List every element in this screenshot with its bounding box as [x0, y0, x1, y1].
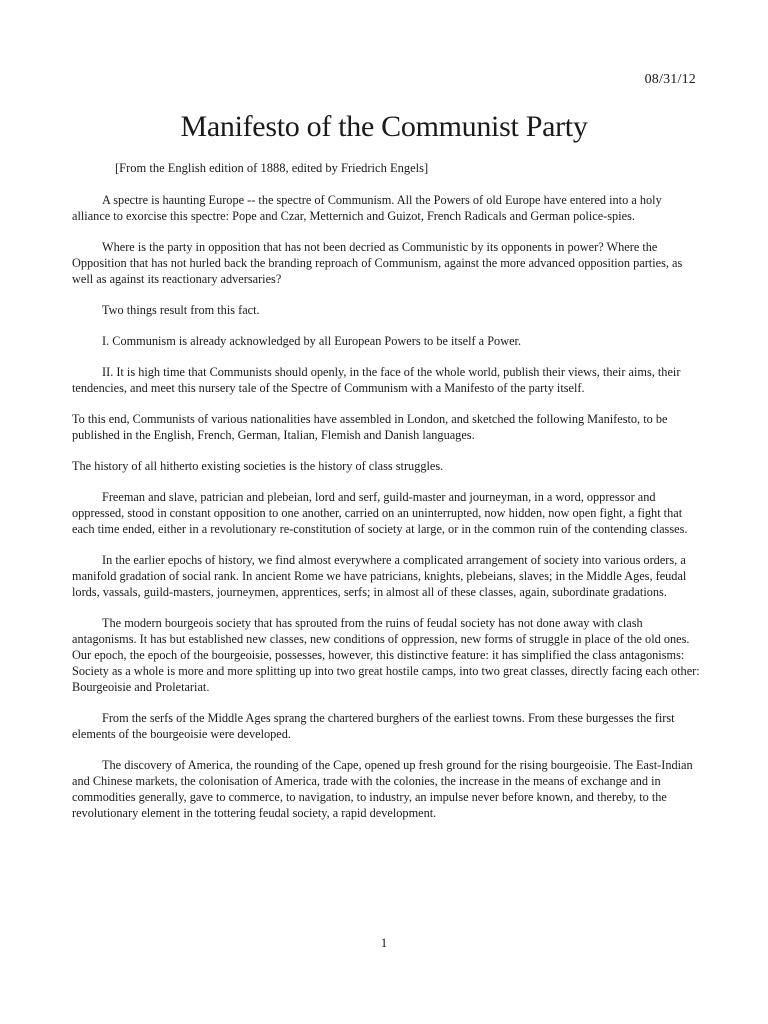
paragraph: A spectre is haunting Europe -- the spectre of Communism. All the Powers of old Europe have entered into a holy alliance to exorcise this spectre: Pope and Czar, Metternich and Guizot, French Radicals and German police-spies.	[72, 193, 662, 223]
paragraph: The modern bourgeois society that has sprouted from the ruins of feudal society has not done away with clash antagonisms. It has but established new classes, new conditions of oppression, new forms of struggle in place of the old ones. Our epoch, the epoch of the bourgeoisie, possesses, however, this distinctive feature: it has simplified the class antagonisms: Society as a whole is more and more splitting up into two great hostile camps, into two great classes, directly facing each other: Bourgeoisie and Proletariat.	[72, 616, 700, 694]
document-date: 08/31/12	[644, 72, 696, 87]
paragraph: The discovery of America, the rounding of the Cape, opened up fresh ground for the rising bourgeoisie. The East-Indian and Chinese markets, the colonisation of America, trade with the colonies, the increase in the means of exchange and in commodities generally, gave to commerce, to navigation, to industry, an impulse never before known, and thereby, to the revolutionary element in the tottering feudal society, a rapid development.	[72, 758, 693, 820]
paragraph: From the serfs of the Middle Ages sprang the chartered burghers of the earliest towns. From these burgesses the first elements of the bourgeoisie were developed.	[72, 711, 675, 741]
paragraph: Freeman and slave, patrician and plebeian, lord and serf, guild-master and journeyman, in a word, oppressor and oppressed, stood in constant opposition to one another, carried on an uninterrupted, now hidden, now open fight, a fight that each time ended, either in a revolutionary re-constitution of society at large, or in the common ruin of the contending classes.	[72, 490, 688, 536]
paragraph: Two things result from this fact.	[102, 303, 260, 317]
paragraph: The history of all hitherto existing societies is the history of class struggles.	[72, 459, 444, 473]
document-subtitle: [From the English edition of 1888, edited by Friedrich Engels]	[115, 161, 429, 175]
document-body	[72, 192, 702, 836]
paragraph: II. It is high time that Communists should openly, in the face of the whole world, publish their views, their aims, their tendencies, and meet this nursery tale of the Spectre of Communism with a Manifesto of the party itself.	[72, 365, 681, 395]
paragraph: In the earlier epochs of history, we find almost everywhere a complicated arrangement of society into various orders, a manifold gradation of social rank. In ancient Rome we have patricians, knights, plebeians, slaves; in the Middle Ages, feudal lords, vassals, guild-masters, journeymen, apprentices, serfs; in almost all of these classes, again, subordinate gradations.	[72, 553, 687, 599]
paragraph: To this end, Communists of various nationalities have assembled in London, and sketched the following Manifesto, to be published in the English, French, German, Italian, Flemish and Danish languages.	[72, 412, 668, 442]
document-title: Manifesto of the Communist Party	[180, 110, 588, 143]
page-number: 1	[380, 935, 388, 950]
paragraph: I. Communism is already acknowledged by all European Powers to be itself a Power.	[102, 334, 522, 348]
paragraph: Where is the party in opposition that has not been decried as Communistic by its opponents in power? Where the Opposition that has not hurled back the branding reproach of Communism, against the more advanced opposition parties, as well as against its reactionary adversaries?	[72, 240, 683, 286]
